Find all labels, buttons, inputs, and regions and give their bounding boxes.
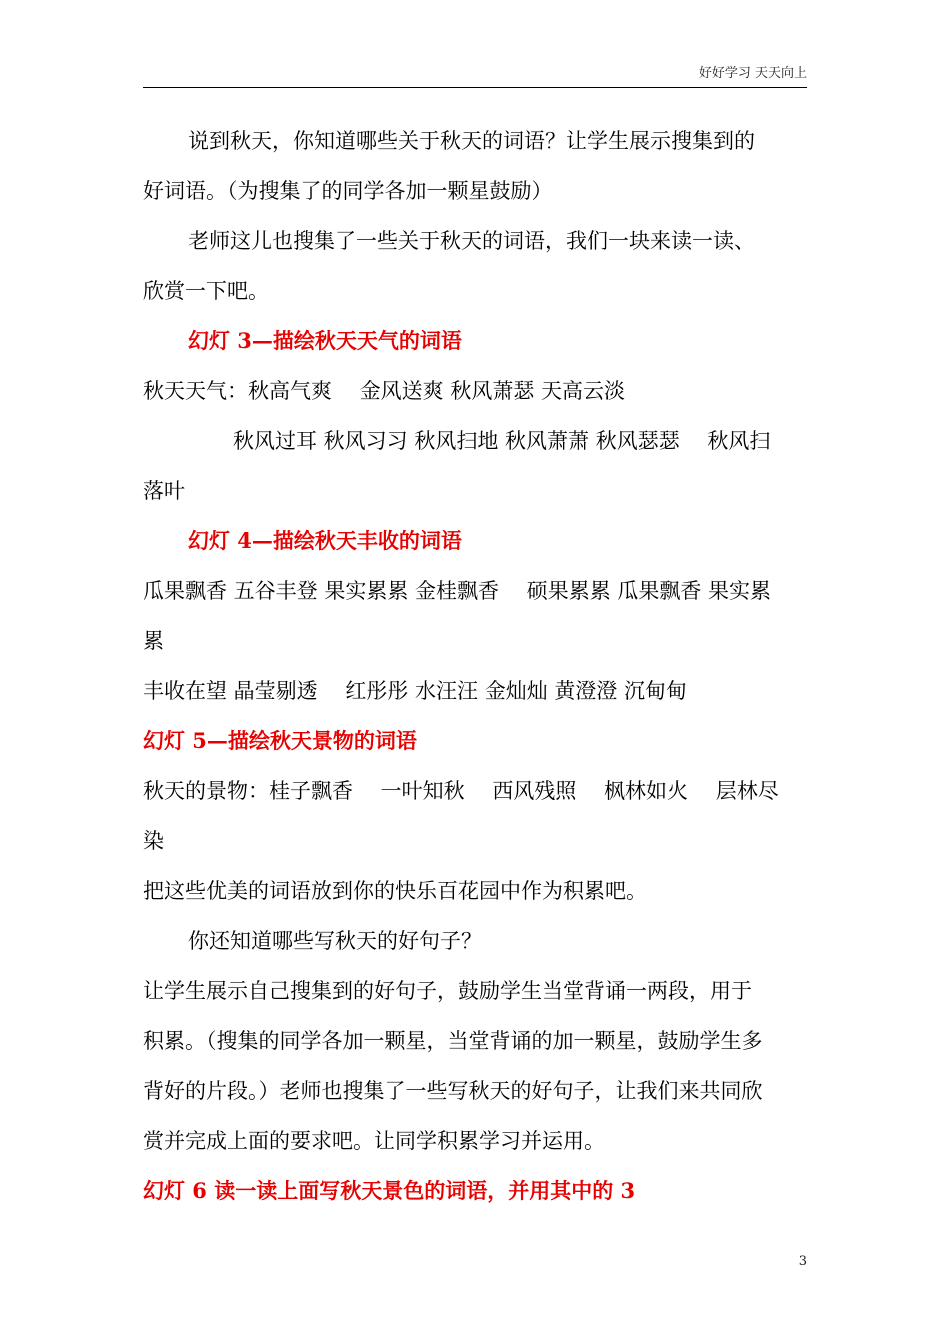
paragraph-line: 老师这儿也搜集了一些关于秋天的词语，我们一块来读一读、: [188, 229, 755, 253]
page-number: 3: [798, 1254, 807, 1269]
slide-heading: 幻灯 6 读一读上面写秋天景色的词语，并用其中的 3: [143, 1178, 636, 1203]
paragraph-line: 背好的片段。）老师也搜集了一些写秋天的好句子，让我们来共同欣: [143, 1079, 763, 1103]
slide-heading: 幻灯 5—描绘秋天景物的词语: [143, 728, 417, 753]
paragraph-line: 丰收在望 晶莹剔透 红彤彤 水汪汪 金灿灿 黄澄澄 沉甸甸: [143, 679, 688, 703]
slide-heading: 幻灯 4—描绘秋天丰收的词语: [188, 528, 462, 553]
page-header: 好好学习 天天向上: [698, 66, 807, 81]
paragraph-line: 秋天的景物：桂子飘香 一叶知秋 西风残照 枫林如火 层林尽: [143, 779, 779, 803]
paragraph-line: 瓜果飘香 五谷丰登 果实累累 金桂飘香 硕果累累 瓜果飘香 果实累: [143, 579, 772, 603]
paragraph-line: 让学生展示自己搜集到的好句子，鼓励学生当堂背诵一两段，用于: [143, 979, 752, 1003]
paragraph-line: 赏并完成上面的要求吧。让同学积累学习并运用。: [143, 1129, 605, 1153]
paragraph-line: 好词语。（为搜集了的同学各加一颗星鼓励）: [143, 179, 553, 203]
paragraph-line: 秋天天气：秋高气爽 金风送爽 秋风萧瑟 天高云淡: [143, 379, 626, 403]
slide-heading: 幻灯 3—描绘秋天天气的词语: [188, 328, 462, 353]
paragraph-line: 累: [143, 629, 164, 653]
paragraph-line: 把这些优美的词语放到你的快乐百花园中作为积累吧。: [143, 879, 647, 903]
paragraph-line: 说到秋天，你知道哪些关于秋天的词语？让学生展示搜集到的: [188, 129, 755, 153]
paragraph-line: 秋风过耳 秋风习习 秋风扫地 秋风萧萧 秋风瑟瑟 秋风扫: [233, 429, 771, 453]
paragraph-line: 积累。（搜集的同学各加一颗星，当堂背诵的加一颗星，鼓励学生多: [143, 1029, 763, 1053]
paragraph-line: 你还知道哪些写秋天的好句子？: [188, 929, 482, 953]
paragraph-line: 欣赏一下吧。: [143, 279, 269, 303]
document-body: [143, 116, 807, 1216]
header-divider: [143, 87, 807, 88]
paragraph-line: 染: [143, 829, 164, 853]
paragraph-line: 落叶: [143, 479, 185, 503]
